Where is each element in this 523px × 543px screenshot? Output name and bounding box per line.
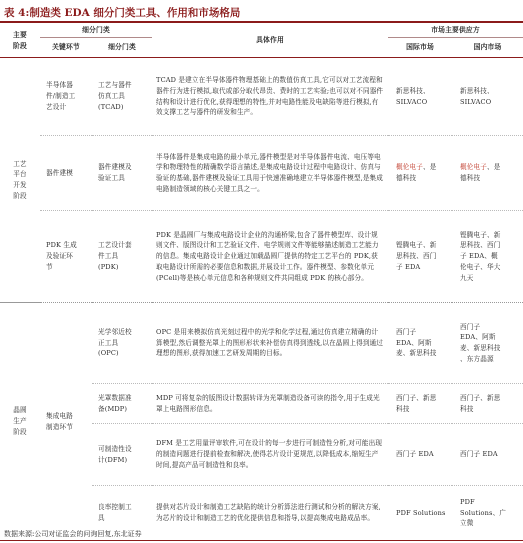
intl-market-cell: 西门子、新思 科技 xyxy=(388,384,452,424)
domestic-market-cell xyxy=(452,136,523,211)
intl-market-cell: 西门子 EDA、阿斯 麦、新思科技 xyxy=(388,303,452,384)
table-row xyxy=(0,58,523,136)
table-caption xyxy=(4,4,240,20)
key-link-cell: 半导体器 件/制造工 艺设计 xyxy=(40,58,92,136)
intl-market-cell: 新思科技、 SILVACO xyxy=(388,58,452,136)
header-segment-group: 细分门类 xyxy=(40,24,152,38)
intl-market-cell: 铿腾电子、新 思科技、西门 子 EDA xyxy=(388,211,452,303)
table-row xyxy=(0,303,523,384)
stage-cell: 工艺 平台 开发 阶段 xyxy=(0,58,40,303)
key-link-cell: 器件建模 xyxy=(40,136,92,211)
header-market-group: 市场主要供应方 xyxy=(388,24,523,38)
eda-table xyxy=(0,24,523,541)
source-note: 数据来源:公司对证监会的问询回复,东北证券 xyxy=(4,530,142,538)
category-cell: 工艺与器件 仿真工具 (TCAD) xyxy=(92,58,152,136)
function-cell: MDP 可将复杂的版图设计数据转译为光罩制造设备可读的指令,用于生成光罩上电路图形信息。 xyxy=(152,384,388,424)
table-row xyxy=(0,136,523,211)
function-cell: DFM 是工艺用量评审软件,可在设计的每一步进行可制造性分析,对可能出现的制造问题进行提前检查和解决,使得芯片设计更规范,以降低成本,缩短生产时间,提高产品可制造性和良率。 xyxy=(152,424,388,486)
header-stage: 主要 阶段 xyxy=(0,24,40,58)
category-cell: 可制造性设 计(DFM) xyxy=(92,424,152,486)
header-domestic: 国内市场 xyxy=(452,38,523,58)
vendor-text: 、是 德科技 xyxy=(396,163,437,182)
intl-market-cell xyxy=(388,136,452,211)
category-cell: 光罩数据准 备(MDP) xyxy=(92,384,152,424)
key-link-cell: 集成电路 制造环节 xyxy=(40,303,92,541)
table-row xyxy=(0,211,523,303)
header-row-1 xyxy=(0,24,523,38)
header-intl: 国际市场 xyxy=(388,38,452,58)
intl-market-cell: PDF Solutions xyxy=(388,486,452,541)
highlight-vendor: 概伦电子 xyxy=(460,163,487,172)
header-function: 具体作用 xyxy=(152,24,388,58)
highlight-vendor: 概伦电子 xyxy=(396,163,423,172)
domestic-market-cell: 新思科技、 SILVACO xyxy=(452,58,523,136)
category-cell: 良率控制工 具 xyxy=(92,486,152,541)
function-cell: 提供对芯片设计和制造工艺缺陷的统计分析算法进行测试和分析的解决方案,为芯片的设计和制造工艺的优化提供信息和指导,以提高集成电路成品率。 xyxy=(152,486,388,541)
domestic-market-cell: PDF Solutions、广 立微 xyxy=(452,486,523,541)
category-cell: 工艺设计套 件工具 (PDK) xyxy=(92,211,152,303)
domestic-market-cell: 西门子、新思 科技 xyxy=(452,384,523,424)
header-key-link: 关键环节 xyxy=(40,38,92,58)
function-cell: TCAD 是建立在半导体器件物理基础上的数值仿真工具,它可以对工艺流程和器件行为进行模拟,取代或部分取代昂贵、费时的工艺实验;也可以对不同器件结构和设计进行优化,获得理想的特性,并对电路性能及电缺陷等进行模拟,有效支撑工艺与器件的研发和生产。 xyxy=(152,58,388,136)
key-link-cell: PDK 生成 及验证环 节 xyxy=(40,211,92,303)
domestic-market-cell: 西门子 EDA、阿斯 麦、新思科技 、东方晶源 xyxy=(452,303,523,384)
category-cell: 器件建模及 验证工具 xyxy=(92,136,152,211)
function-cell: PDK 是晶圆厂与集成电路设计企业的沟通桥梁,包含了器件模型库、设计规则文件、版图设计和工艺验证文件、电学规则文件等能够描述制造工艺能力的信息。集成电路设计企业通过加载晶圆厂提供的特定工艺平台的 PDK,获取电路设计所需的必要信息和数据,并展设计工作。器件模型、参数化单元(PCell)等是核心单元信息和各种规则文件共同组成 PDK 的核心部分。 xyxy=(152,211,388,303)
function-cell: 半导体器件是集成电路的最小单元,器件模型是对半导体器件电流、电压等电学和物理特性的精确数学语言描述,是集成电路设计过程中电路设计、仿真与验证的基础,器件建模及验证工具用于快速准确地建立半导体器件模型,是集成电路制造领域的核心关键工具之一。 xyxy=(152,136,388,211)
stage-cell: 晶圆 生产 阶段 xyxy=(0,303,40,541)
title-rule xyxy=(0,21,523,23)
domestic-market-cell: 西门子 EDA xyxy=(452,424,523,486)
category-cell: 光学邻近校 正工具 (OPC) xyxy=(92,303,152,384)
table-title: 表 4:制造类 EDA 细分门类工具、作用和市场格局 xyxy=(4,6,241,19)
vendor-text: 、是 德科技 xyxy=(460,163,501,182)
function-cell: OPC 是用来模拟仿真光刻过程中的光学和化学过程,通过仿真建立精确的计算模型,然后调整光罩上的图形形状来补偿仿真得到透线,以在晶圆上得到通过理想的图形,获得加速工艺研发周期的目标。 xyxy=(152,303,388,384)
domestic-market-cell: 铿腾电子、新 思科技、西门 子 EDA、概 伦电子、华大 九天 xyxy=(452,211,523,303)
header-category: 细分门类 xyxy=(92,38,152,58)
intl-market-cell: 西门子 EDA xyxy=(388,424,452,486)
